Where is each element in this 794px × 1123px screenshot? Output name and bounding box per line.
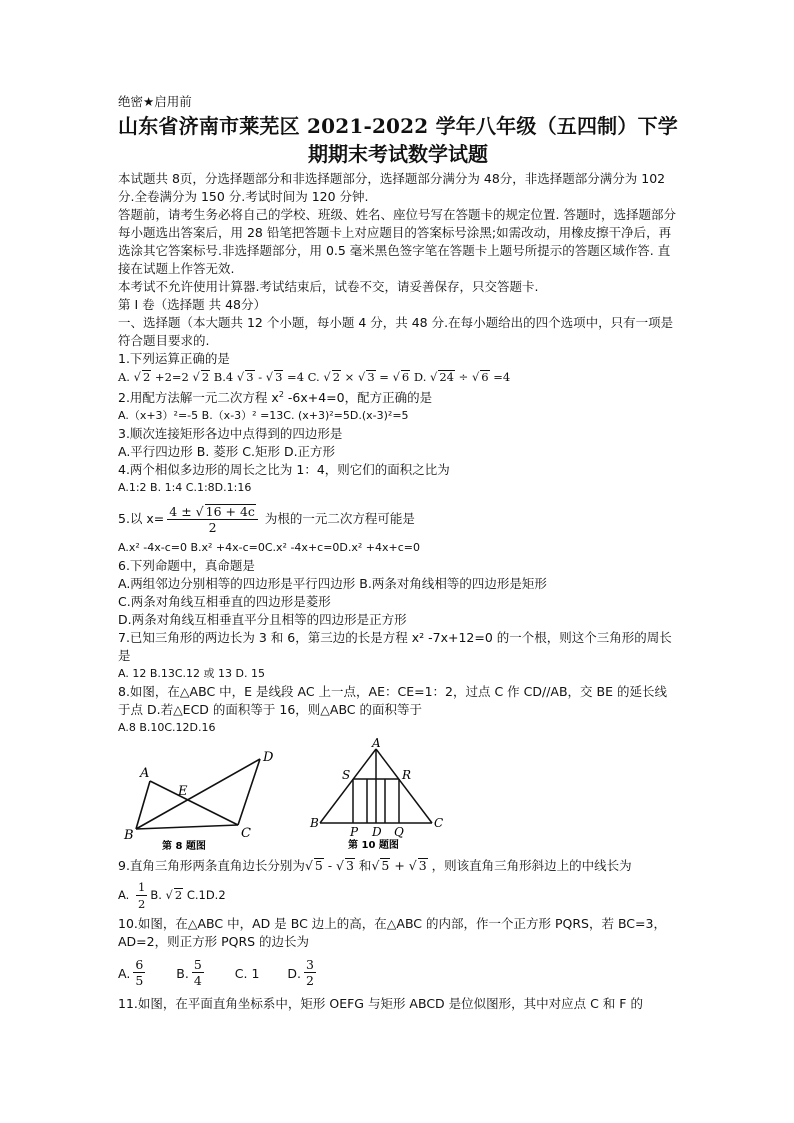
q10-b-den: 4 [193, 973, 202, 989]
fig8-label-a: A [140, 766, 150, 782]
section-intro: 一、选择题（本大题共 12 个小题，每小题 4 分，共 48 分.在每小题给出的四个选项中，只有一项是符合题目要求的. [118, 315, 674, 348]
q5-stem-pre: 5.以 x= [118, 511, 165, 527]
q4-stem: 4.两个相似多边形的周长之比为 1：4，则它们的面积之比为 [118, 462, 450, 478]
q1-b-radicand1: 3 [246, 370, 254, 384]
q11-stem: 11.如图，在平面直角坐标系中，矩形 OEFG 与矩形 ABCD 是位似图形，其中对应点 C 和 F 的 [118, 996, 643, 1012]
q3-options: A.平行四边形 B. 菱形 C.矩形 D.正方形 [118, 444, 336, 460]
q10-b-fraction [192, 957, 204, 989]
q10-option-d [287, 957, 319, 989]
q10-a-label: A. [118, 965, 131, 981]
q2-stem-pre: 2.用配方法解一元二次方程 x [118, 390, 279, 406]
q9-radicand1: 5 [314, 858, 323, 874]
figure-10-square-in-triangle-diagram [308, 737, 448, 851]
q10-option-b [176, 957, 207, 989]
q2-options: A.（x+3）²=-5 B.（x-3）² =13C. (x+3)²=5D.(x-3)²=5 [118, 409, 409, 423]
q9-a-prefix: A. [118, 888, 133, 903]
instruction-2: 答题前，请考生务必将自己的学校、班级、姓名、座位号写在答题卡的规定位置. 答题时，选择题部分每小题选出答案后，用 28 铅笔把答题卡上对应题目的答案标号涂黑;如需改动，用橡皮擦干净后，再选涂其它答案标号.非选择题部分，用 0.5 毫米黑色签字笔在答题卡上题号所提示的答题区域作答. 直接在试题上作答无效. [118, 207, 676, 276]
q10-b-num: 5 [193, 957, 202, 973]
q9-a-fraction [136, 880, 147, 912]
q1-options [118, 368, 678, 386]
q10-a-num: 6 [135, 957, 144, 973]
q9-radicand4: 3 [418, 858, 427, 874]
q1-c-radicand2: 3 [367, 370, 375, 384]
q1-b-prefix: B.4 [210, 370, 237, 384]
q9-a-den: 2 [137, 896, 146, 911]
fig8-label-b: B [124, 828, 134, 844]
q10-a-fraction [133, 957, 145, 989]
q1-a-prefix: A. [118, 370, 134, 384]
fig8-label-d: D [263, 750, 274, 766]
q1-c-mid: × [341, 370, 358, 384]
q1-d-radicand1: 24 [439, 370, 454, 384]
fig10-label-b: B [310, 816, 319, 831]
q10-b-label: B. [176, 965, 189, 981]
q9-options [118, 875, 678, 915]
q3-stem: 3.顺次连接矩形各边中点得到的四边形是 [118, 426, 343, 442]
q6-options-line1: A.两组邻边分别相等的四边形是平行四边形 B.两条对角线相等的四边形是矩形 [118, 576, 547, 592]
confidential-label: 绝密★启用前 [118, 94, 192, 109]
q8-stem: 8.如图，在△ABC 中，E 是线段 AC 上一点，AE：CE=1：2，过点 C 作 CD//AB，交 BE 的延长线于点 D.若△ECD 的面积等于 16，则△ABC 的面积等于 [118, 684, 667, 718]
q10-option-a [118, 957, 148, 989]
q1-c-prefix: C. [304, 370, 324, 384]
q9-minus: - [323, 858, 337, 874]
q2-stem-post: -6x+4=0，配方正确的是 [283, 390, 433, 406]
q1-b-mid: - [254, 370, 266, 384]
q5-root-fraction [167, 504, 258, 536]
q1-a-radicand2: 2 [201, 370, 210, 384]
q1-d-mid: ÷ [455, 370, 472, 384]
q9-b-radicand: 2 [174, 888, 183, 903]
q1-c-eq: = [375, 370, 393, 384]
q10-stem: 10.如图，在△ABC 中，AD 是 BC 边上的高，在△ABC 的内部，作一个正方形 PQRS，若 BC=3，AD=2，则正方形 PQRS 的边长为 [118, 916, 666, 950]
fig8-caption: 第 8 题图 [162, 841, 206, 852]
q7-options: A. 12 B.13C.12 或 13 D. 15 [118, 667, 265, 681]
q4-options: A.1:2 B. 1:4 C.1:8D.1:16 [118, 481, 252, 495]
q9-stem-pre: 9.直角三角形两条直角边长分别为 [118, 858, 305, 874]
q9-rest: C.1D.2 [183, 888, 226, 903]
instruction-3: 本考试不允许使用计算器.考试结束后，试卷不交，请妥善保存，只交答题卡. [118, 279, 539, 294]
q10-d-label: D. [287, 965, 302, 981]
q10-options [118, 951, 678, 995]
q5-options: A.x² -4x-c=0 B.x² +4x-c=0C.x² -4x+c=0D.x² +4x+c=0 [118, 541, 421, 555]
q9-stem-post: ，则该直角三角形斜边上的中线长为 [427, 858, 632, 874]
q10-d-num: 3 [306, 957, 314, 973]
fig10-label-p: P [350, 825, 359, 840]
exam-title-line2: 期期末考试数学试题 [308, 142, 488, 166]
fig10-label-a: A [372, 737, 381, 751]
q9-plus: + [390, 858, 409, 874]
q8-options: A.8 B.10C.12D.16 [118, 721, 216, 735]
q6-options-line3: D.两条对角线互相垂直平分且相等的四边形是正方形 [118, 612, 407, 628]
q6-options-line2: C.两条对角线互相垂直的四边形是菱形 [118, 594, 331, 610]
q5-stem-post: 为根的一元二次方程可能是 [260, 511, 415, 527]
q2-stem: 2.用配方法解一元二次方程 $x^2$ -6x+4=0，配方正确的是 [118, 390, 433, 406]
q6-stem: 6.下列命题中，真命题是 [118, 558, 255, 574]
exam-page [118, 92, 678, 1013]
q10-option-c: C. 1 [234, 965, 260, 981]
q1-c-radicand1: 2 [332, 370, 341, 384]
exam-title-line1: 山东省济南市莱芜区 2021-2022 学年八年级（五四制）下学 [118, 114, 678, 138]
figures-row [118, 737, 678, 852]
q9-and: 和 [354, 858, 372, 874]
fig10-caption: 第 10 题图 [348, 840, 399, 852]
q1-d-radicand2: 6 [481, 370, 489, 384]
q1-a-radicand1: 2 [142, 370, 151, 384]
fig10-label-d: D [372, 825, 382, 840]
q5-stem [118, 499, 678, 539]
fig10-label-s: S [342, 768, 351, 783]
q1-stem: 1.下列运算正确的是 [118, 351, 230, 366]
q1-b-post: =4 [283, 370, 305, 384]
instruction-1: 本试题共 8页，分选择题部分和非选择题部分，选择题部分满分为 48分，非选择题部分满分为 102分.全卷满分为 150 分.考试时间为 120 分钟. [118, 171, 666, 204]
q10-a-den: 5 [135, 973, 144, 989]
fig10-label-c: C [434, 816, 444, 831]
q1-d-post: =4 [489, 370, 511, 384]
q7-stem: 7.已知三角形的两边长为 3 和 6，第三边的长是方程 x² -7x+12=0 的一个根，则这个三角形的周长是 [118, 630, 672, 664]
q1-a-mid: +2=2 [151, 370, 193, 384]
q1-b-radicand2: 3 [275, 370, 283, 384]
q10-d-fraction [304, 957, 316, 989]
q1-c-radicand3: 6 [401, 370, 410, 384]
part1-heading: 第 I 卷（选择题 共 48分） [118, 297, 266, 312]
figure-8-triangle-diagram [110, 741, 280, 851]
q9-a-num: 1 [137, 879, 146, 894]
fig10-label-r: R [402, 768, 412, 783]
q10-d-den: 2 [306, 973, 314, 989]
q9-stem [118, 857, 678, 875]
q9-radicand3: 5 [381, 858, 390, 874]
fig8-label-e: E [178, 784, 188, 800]
fig10-label-q: Q [394, 825, 404, 840]
q9-b-prefix: B. [150, 888, 166, 903]
q1-d-prefix: D. [410, 370, 431, 384]
q9-radicand2: 3 [346, 858, 354, 874]
q5-num-radicand: 16 + 4c [205, 503, 255, 519]
q5-denominator: 2 [208, 519, 217, 535]
fig8-label-c: C [241, 826, 251, 842]
q5-num-pre: 4 ± [169, 503, 196, 519]
